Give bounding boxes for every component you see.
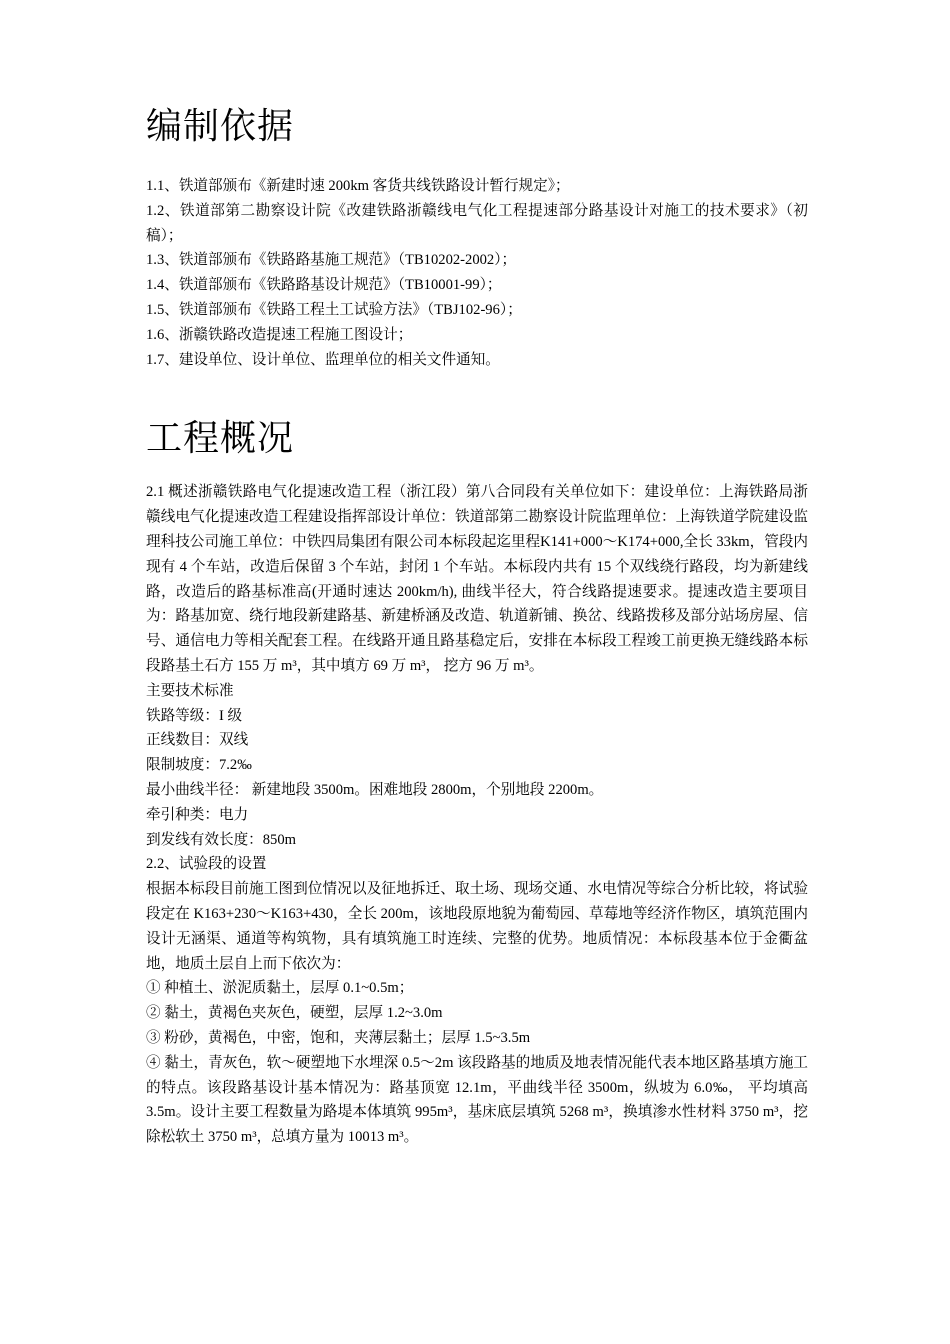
standard-item: 最小曲线半径： 新建地段 3500m。困难地段 2800m，个别地段 2200m。 bbox=[146, 781, 604, 798]
soil-layer-item: ③ 粉砂，黄褐色，中密，饱和，夹薄层黏土；层厚 1.5~3.5m bbox=[146, 1029, 531, 1046]
reference-item: 1.7、建设单位、设计单位、监理单位的相关文件通知。 bbox=[146, 351, 500, 368]
standards-title: 主要技术标准 bbox=[146, 682, 234, 699]
test-section-paragraph: 根据本标段目前施工图到位情况以及征地拆迁、取土场、现场交通、水电情况等综合分析比较，将试验段定在 K163+230～K163+430，全长 200m，该地段原地貌为葡萄园、草莓地等经济作物区，填筑范围内设计无涵渠、通道等构筑物，具有填筑施工时连续、完整的优势。地质情况：本标段基本位于金衢盆地，地质土层自上而下依次为： bbox=[146, 881, 808, 972]
standard-item: 铁路等级：I 级 bbox=[146, 707, 243, 724]
overview-body bbox=[146, 480, 808, 1150]
document-page bbox=[146, 100, 808, 1150]
soil-layer-item: ① 种植土、淤泥质黏土，层厚 0.1~0.5m； bbox=[146, 980, 414, 997]
standard-item: 到发线有效长度：850m bbox=[146, 831, 296, 848]
reference-item: 1.2、铁道部第二勘察设计院《改建铁路浙赣线电气化工程提速部分路基设计对施工的技术要求》（初稿）； bbox=[146, 202, 808, 244]
soil-layer-item: ④ 黏土，青灰色，软～硬塑地下水埋深 0.5～2m 该段路基的地质及地表情况能代表本地区路基填方施工的特点。该段路基设计基本情况为：路基顶宽 12.1m，平曲线半径 3500m，纵坡为 6.0‰， 平均填高 3.5m。设计主要工程数量为路堤本体填筑 995m³，基床底层填筑 5268 m³，换填渗水性材料 3750 m³，挖除松软土 3750 m³，总填方量为 10013 m³。 bbox=[146, 1054, 808, 1146]
reference-item: 1.1、铁道部颁布《新建时速 200km 客货共线铁路设计暂行规定》； bbox=[146, 178, 570, 194]
test-section-title: 2.2、试验段的设置 bbox=[146, 856, 267, 873]
soil-layer-item: ② 黏土，黄褐色夹灰色，硬塑，层厚 1.2~3.0m bbox=[146, 1005, 443, 1022]
reference-list bbox=[146, 174, 808, 372]
standard-item: 牵引种类：电力 bbox=[146, 806, 249, 823]
section-heading-basis: 编制依据 bbox=[146, 106, 295, 147]
standard-item: 限制坡度：7.2‰ bbox=[146, 757, 252, 774]
section-heading-overview: 工程概况 bbox=[146, 418, 295, 460]
standard-item: 正线数目：双线 bbox=[146, 732, 249, 749]
overview-paragraph: 2.1 概述浙赣铁路电气化提速改造工程（浙江段）第八合同段有关单位如下：建设单位：上海铁路局浙赣线电气化提速改造工程建设指挥部设计单位：铁道部第二勘察设计院监理单位：上海铁道学院建设监理科技公司施工单位：中铁四局集团有限公司本标段起迄里程K141+000～K174+000,全长 33km，管段内现有 4 个车站，改造后保留 3 个车站，封闭 1 个车站。本标段内共有 15 个双线绕行路段，均为新建线路，改造后的路基标准高(开通时速达 200km/h), 曲线半径大，符合线路提速要求。提速改造主要项目为：路基加宽、绕行地段新建路基、新建桥涵及改造、轨道新铺、换岔、线路拨移及部分站场房屋、信号、通信电力等相关配套工程。在线路开通且路基稳定后，安排在本标段工程竣工前更换无缝线路本标段路基土石方 155 万 m³，其中填方 69 万 m³， 挖方 96 万 m³。 bbox=[146, 484, 808, 674]
reference-item: 1.6、浙赣铁路改造提速工程施工图设计； bbox=[146, 326, 413, 343]
reference-item: 1.3、铁道部颁布《铁路路基施工规范》（TB10202-2002）； bbox=[146, 252, 517, 269]
reference-item: 1.4、铁道部颁布《铁路路基设计规范》（TB10001-99）； bbox=[146, 277, 502, 294]
reference-item: 1.5、铁道部颁布《铁路工程土工试验方法》（TBJ102-96）； bbox=[146, 301, 522, 318]
